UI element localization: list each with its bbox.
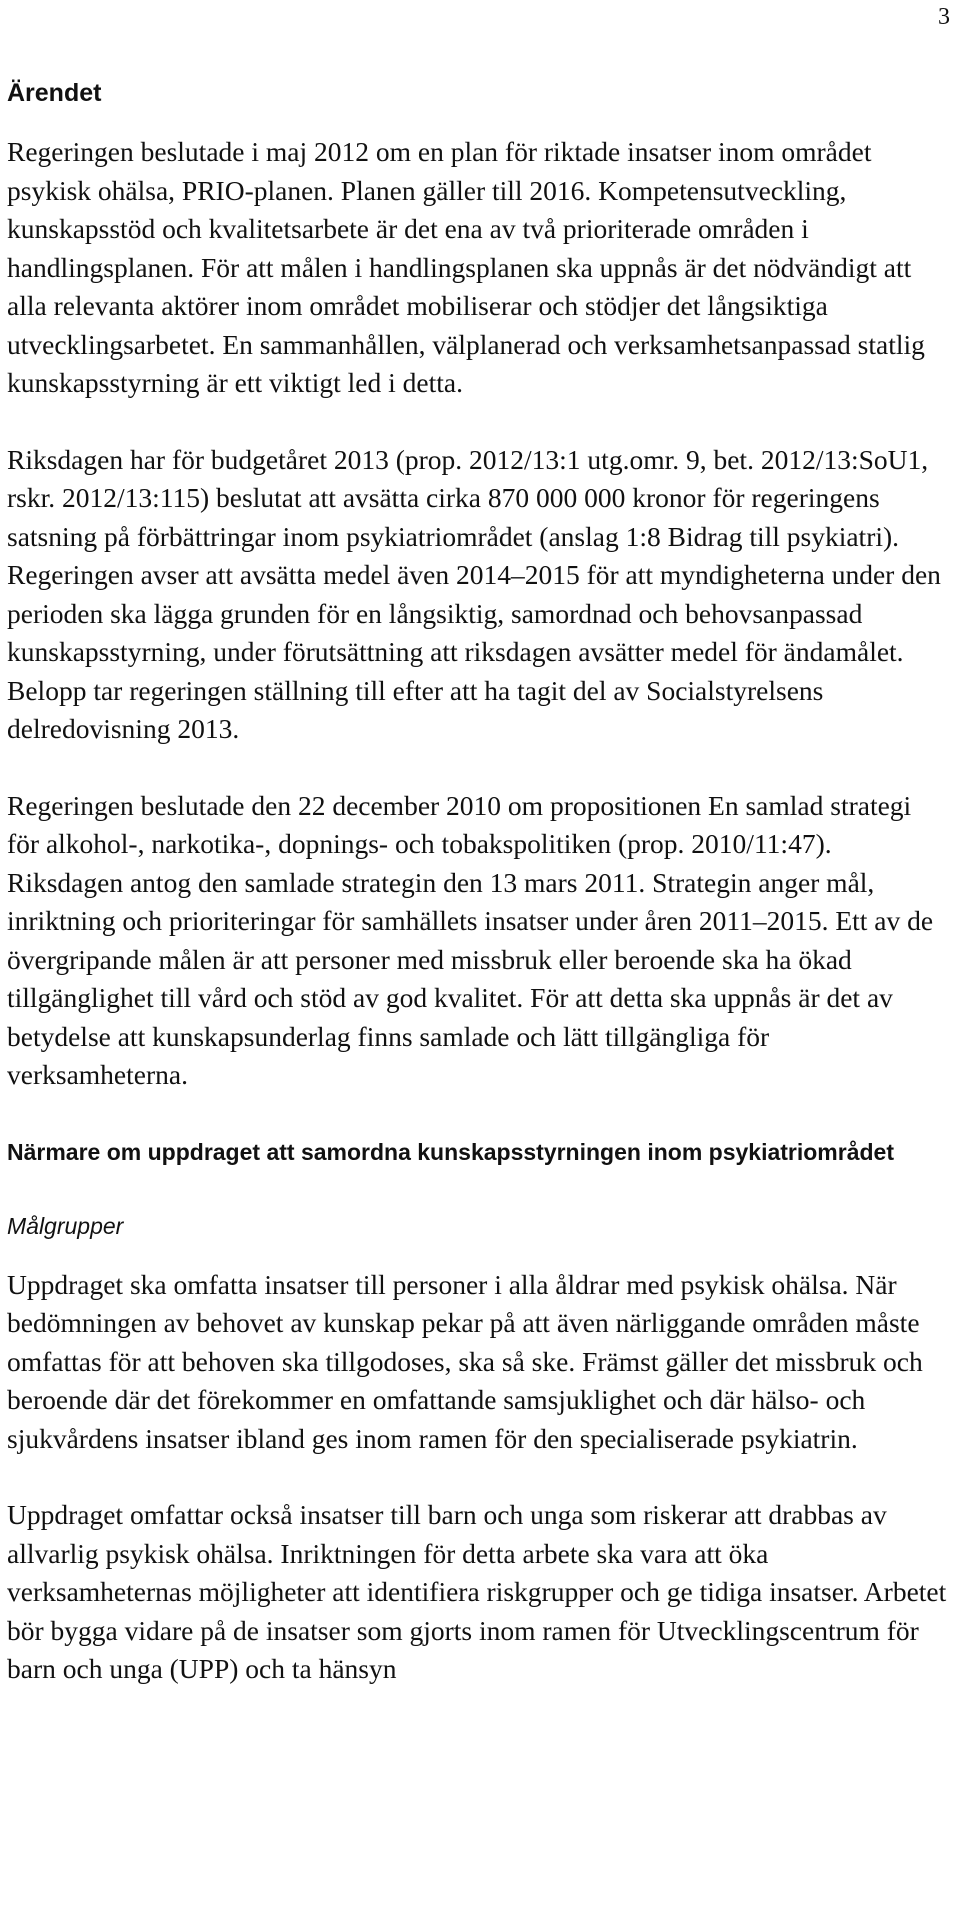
paragraph-strategy: Regeringen beslutade den 22 december 2010 om propositionen En samlad strategi för alkohol-, narkotika-, dopnings- och tobakspolitiken (prop. 2010/11:47). Riksdagen antog den samlade strategin den 13 mars 2011. Strategin anger mål, inriktning och prioriteringar för samhällets insatser under åren 2011–2015. Ett av de övergripande målen är att personer med missbruk eller beroende ska ha ökad tillgänglighet till vård och stöd av god kvalitet. För att detta ska uppnås är det av betydelse att kunskapsunderlag finns samlade och lätt tillgängliga för verksamheterna.	[7, 789, 934, 1090]
section-heading-arendet: Ärendet	[7, 79, 102, 107]
paragraph-prio-planen: Regeringen beslutade i maj 2012 om en plan för riktade insatser inom området psykisk ohälsa, PRIO-planen. Planen gäller till 2016. Kompetensutveckling, kunskapsstöd och kvalitetsarbete är det ena av två prioriterade områden i handlingsplanen. För att målen i handlingsplanen ska uppnås är det nödvändigt att alla relevanta aktörer inom området mobiliserar och stödjer det långsiktiga utvecklingsarbetet. En sammanhållen, välplanerad och verksamhetsanpassad statlig kunskapsstyrning är ett viktigt led i detta.	[7, 136, 925, 398]
paragraph-target-groups: Uppdraget ska omfatta insatser till personer i alla åldrar med psykisk ohälsa. När bedömningen av behovet av kunskap pekar på att även närliggande områden måste omfattas för att behoven ska tillgodoses, ska så ske. Främst gäller det missbruk och beroende där det förekommer en omfattande samsjuklighet och där hälso- och sjukvårdens insatser ibland ges inom ramen för den specialiserade psykiatrin.	[7, 1268, 923, 1454]
paragraph-children-youth: Uppdraget omfattar också insatser till barn och unga som riskerar att drabbas av allvarlig psykisk ohälsa. Inriktningen för detta arbete ska vara att öka verksamheternas möjligheter att identifiera riskgrupper och ge tidiga insatser. Arbetet bör bygga vidare på de insatser som gjorts inom ramen för Utvecklingscentrum för barn och unga (UPP) och ta hänsyn	[7, 1499, 947, 1684]
document-body	[7, 78, 947, 1727]
subheading-malgrupper: Målgrupper	[7, 1212, 124, 1239]
page-number: 3	[938, 4, 950, 30]
section-heading-uppdraget: Närmare om uppdraget att samordna kunskapsstyrningen inom psykiatriområdet	[7, 1138, 895, 1165]
paragraph-budget: Riksdagen har för budgetåret 2013 (prop. 2012/13:1 utg.omr. 9, bet. 2012/13:SoU1, rskr. 2012/13:115) beslutat att avsätta cirka 870 000 000 kronor för regeringens satsning på förbättringar inom psykiatriområdet (anslag 1:8 Bidrag till psykiatri). Regeringen avser att avsätta medel även 2014–2015 för att myndigheterna under den perioden ska lägga grunden för en långsiktig, samordnad och behovsanpassad kunskapsstyrning, under förutsättning att riksdagen avsätter medel för ändamålet. Belopp tar regeringen ställning till efter att ha tagit del av Socialstyrelsens delredovisning 2013.	[7, 443, 941, 744]
